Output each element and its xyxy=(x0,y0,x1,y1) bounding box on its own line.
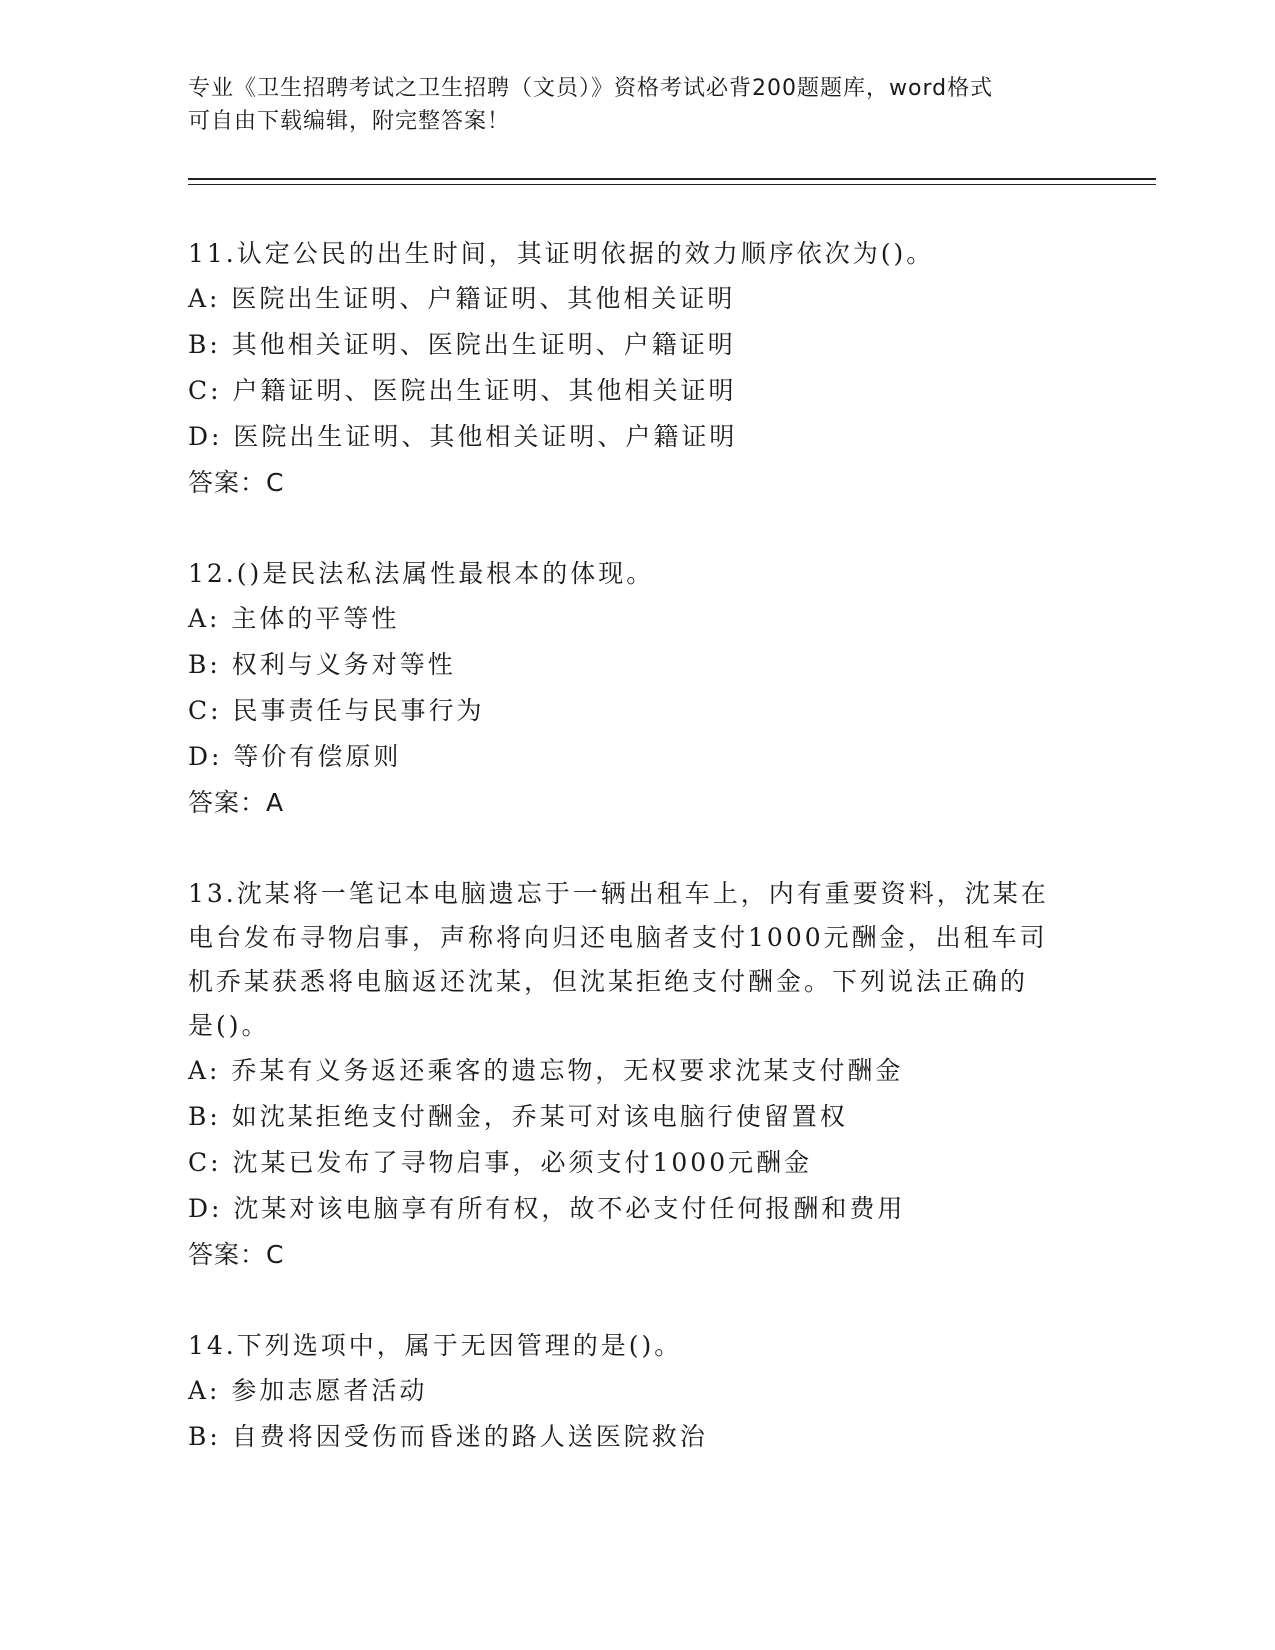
option-b: B: 权利与义务对等性 xyxy=(188,650,456,679)
option-d: D: 等价有偿原则 xyxy=(188,742,402,771)
answer: 答案：C xyxy=(188,468,285,497)
option-d: D: 沈某对该电脑享有所有权，故不必支付任何报酬和费用 xyxy=(188,1194,906,1223)
option-a: A: 医院出生证明、户籍证明、其他相关证明 xyxy=(188,284,736,313)
question-text: 14.下列选项中，属于无因管理的是()。 xyxy=(188,1331,683,1360)
question-12 xyxy=(188,552,1088,826)
header-divider-bottom xyxy=(188,184,1156,185)
option-b: B: 如沈某拒绝支付酬金，乔某可对该电脑行使留置权 xyxy=(188,1102,848,1131)
option-c: C: 沈某已发布了寻物启事，必须支付1000元酬金 xyxy=(188,1148,813,1177)
header-line-2: 可自由下载编辑，附完整答案！ xyxy=(188,109,511,134)
question-text: 12.()是民法私法属性最根本的体现。 xyxy=(188,559,655,588)
option-c: C: 民事责任与民事行为 xyxy=(188,696,485,725)
header-divider-top xyxy=(188,178,1156,180)
question-text-line: 13.沈某将一笔记本电脑遗忘于一辆出租车上，内有重要资料，沈某在 xyxy=(188,879,1049,908)
question-14 xyxy=(188,1324,1088,1460)
option-d: D: 医院出生证明、其他相关证明、户籍证明 xyxy=(188,422,738,451)
option-b: B: 其他相关证明、医院出生证明、户籍证明 xyxy=(188,330,736,359)
answer: 答案：C xyxy=(188,1240,285,1269)
question-13 xyxy=(188,872,1088,1278)
question-text-line: 机乔某获悉将电脑返还沈某，但沈某拒绝支付酬金。下列说法正确的 xyxy=(188,967,1029,996)
option-a: A: 主体的平等性 xyxy=(188,604,400,633)
option-a: A: 乔某有义务返还乘客的遗忘物，无权要求沈某支付酬金 xyxy=(188,1056,904,1085)
question-list xyxy=(188,232,1088,1506)
document-header xyxy=(188,72,1068,138)
question-text xyxy=(188,872,1088,1048)
question-text-line: 电台发布寻物启事，声称将向归还电脑者支付1000元酬金，出租车司 xyxy=(188,923,1048,952)
option-a: A: 参加志愿者活动 xyxy=(188,1376,428,1405)
option-b: B: 自费将因受伤而昏迷的路人送医院救治 xyxy=(188,1422,708,1451)
question-text-line: 是()。 xyxy=(188,1011,270,1040)
question-11 xyxy=(188,232,1088,506)
answer: 答案：A xyxy=(188,788,285,817)
option-c: C: 户籍证明、医院出生证明、其他相关证明 xyxy=(188,376,737,405)
question-text: 11.认定公民的出生时间，其证明依据的效力顺序依次为()。 xyxy=(188,239,935,268)
header-line-1: 专业《卫生招聘考试之卫生招聘（文员）》资格考试必背200题题库，word格式 xyxy=(188,76,994,101)
